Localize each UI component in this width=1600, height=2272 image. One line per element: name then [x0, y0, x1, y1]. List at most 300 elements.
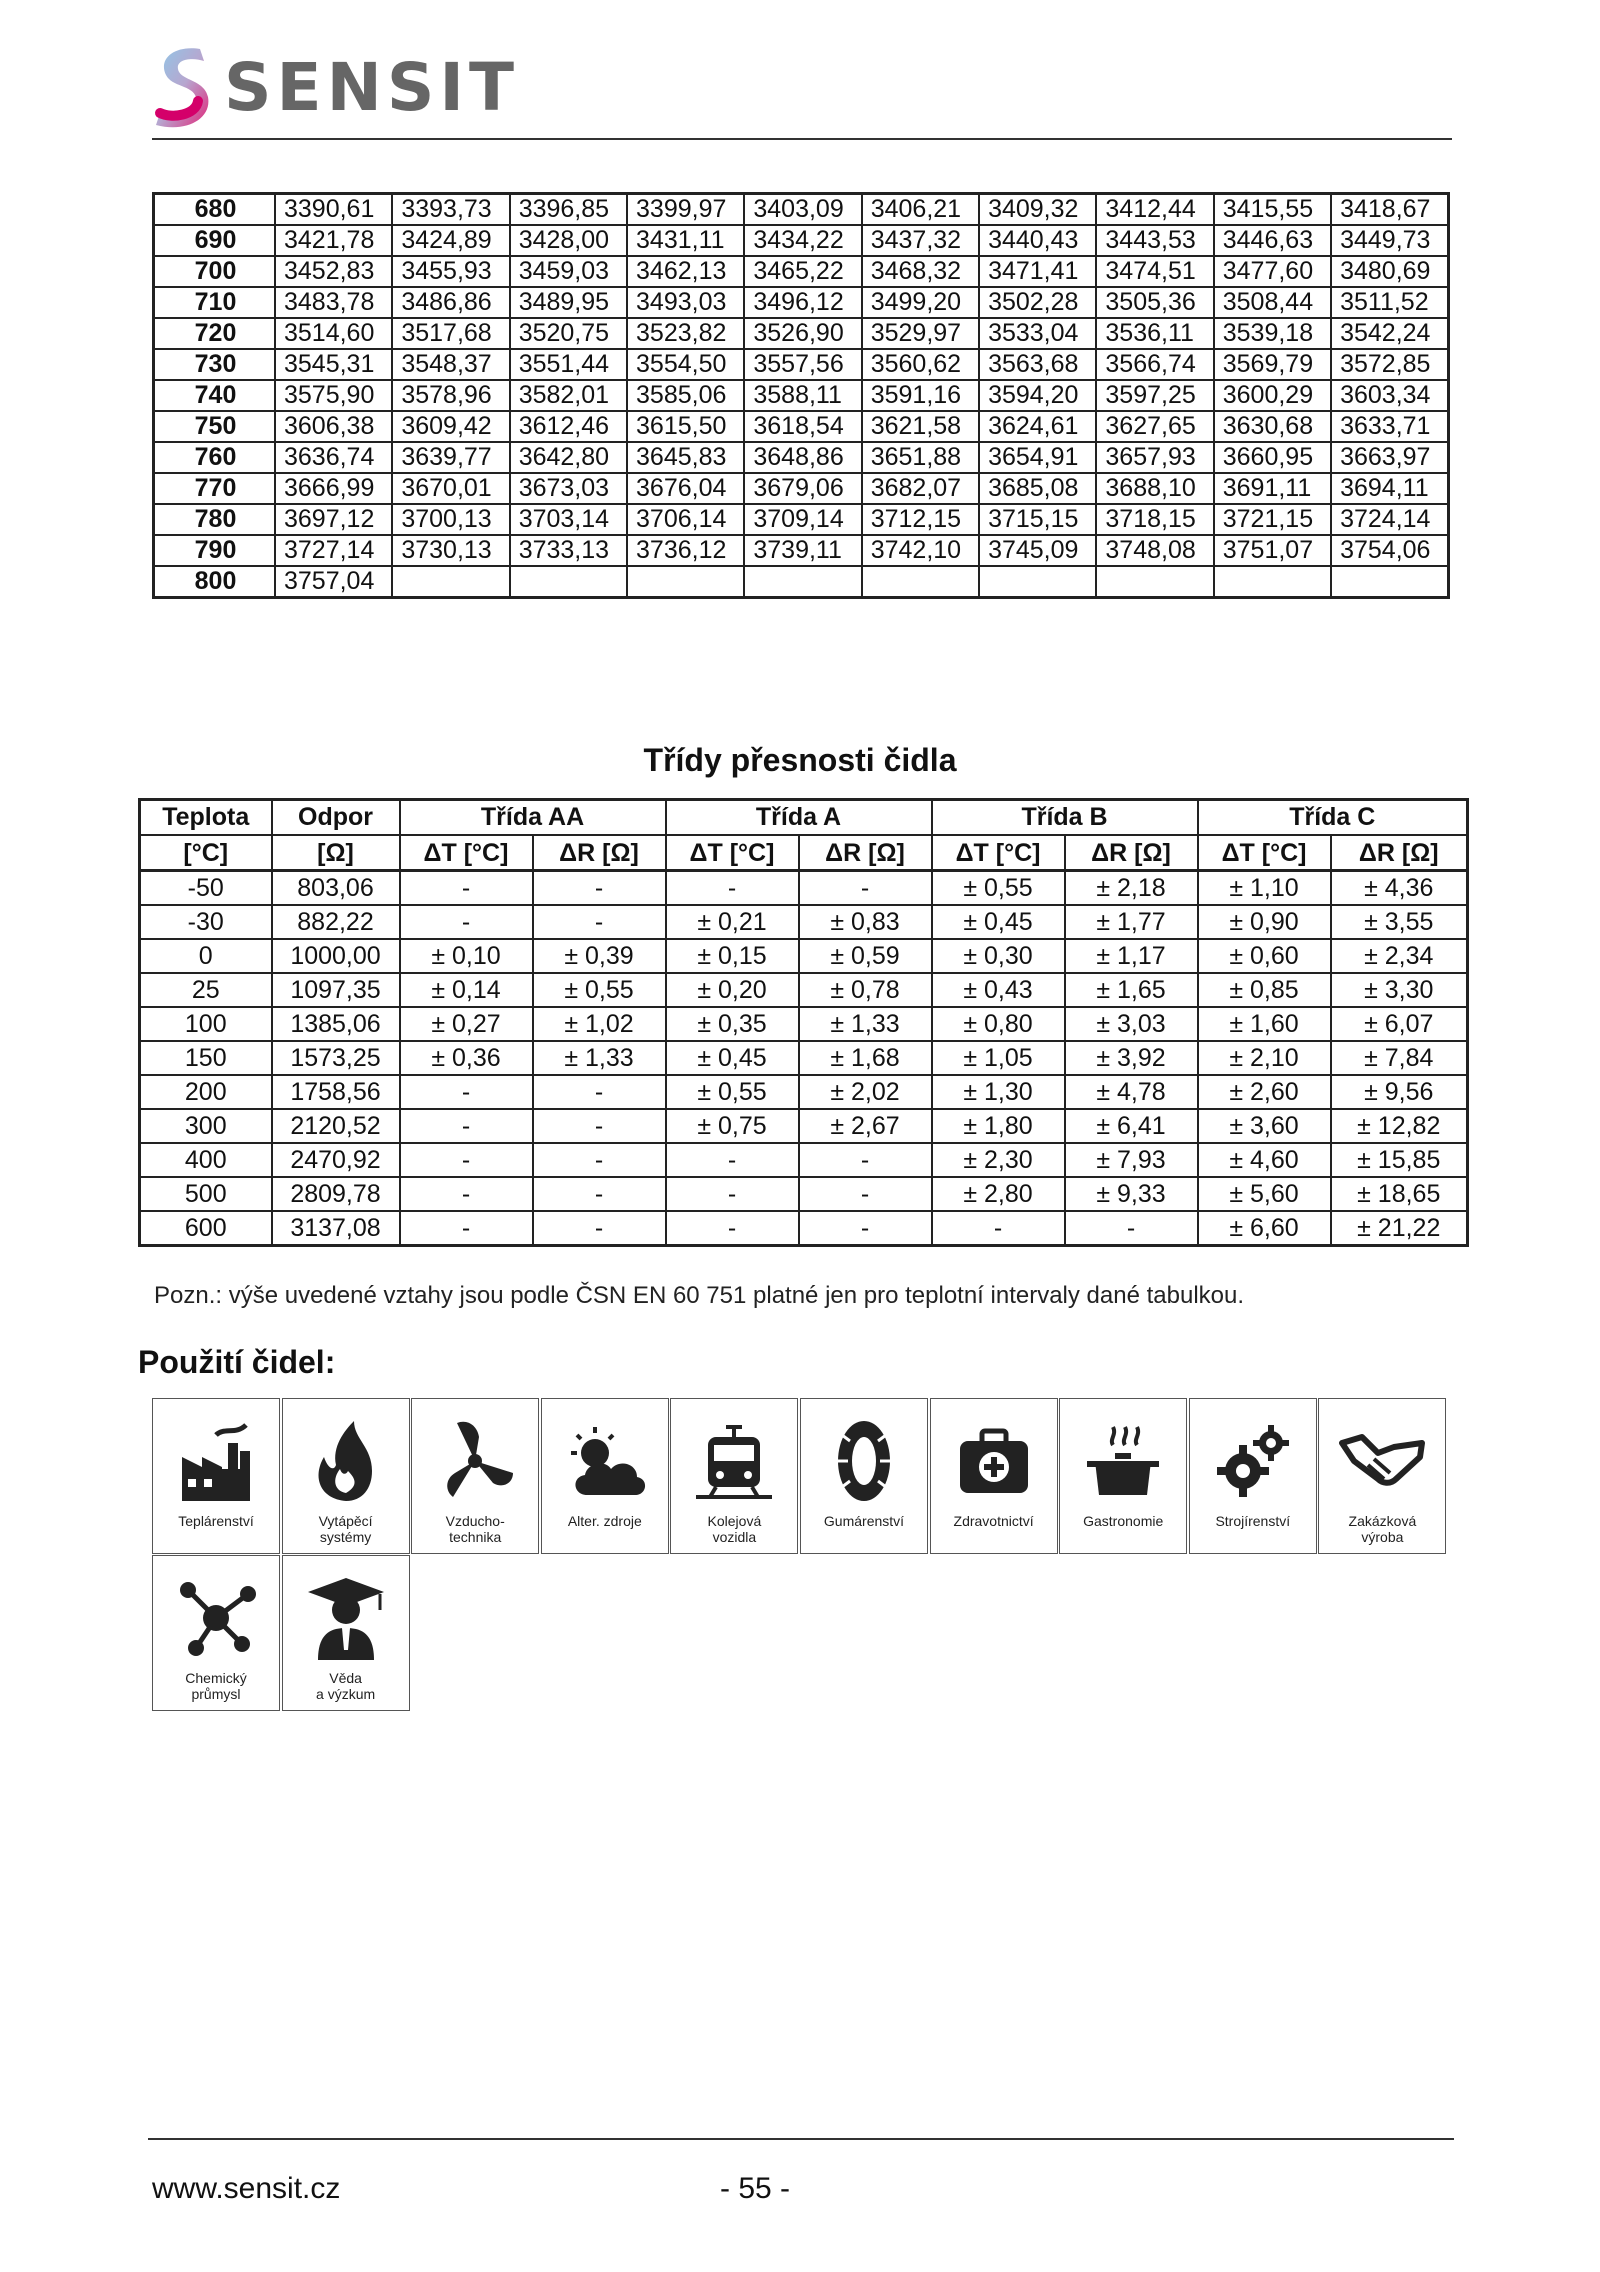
resistance-cell: [1096, 566, 1213, 598]
resistance-cell: 3697,12: [275, 504, 392, 535]
tolerance-cell: ± 1,02: [533, 1007, 666, 1041]
resistance-cell: 3557,56: [744, 349, 861, 380]
footer-url: www.sensit.cz: [152, 2172, 341, 2205]
resistance-cell: 3551,44: [510, 349, 627, 380]
temperature-cell: 800: [154, 566, 276, 598]
header-a-dt: ΔT [°C]: [666, 835, 799, 871]
tolerance-cell: ± 6,07: [1331, 1007, 1468, 1041]
usage-tile: [670, 1398, 798, 1554]
tolerance-cell: ± 0,45: [932, 905, 1065, 939]
usage-tile: [411, 1398, 539, 1554]
usage-tile: [930, 1398, 1058, 1554]
tolerance-cell: ± 1,77: [1065, 905, 1198, 939]
resistance-cell: 3745,09: [979, 535, 1096, 566]
resistance-cell: 3539,18: [1214, 318, 1331, 349]
usage-tile: [800, 1398, 928, 1554]
accuracy-note: Pozn.: výše uvedené vztahy jsou podle ČSN EN 60 751 platné jen pro teplotní intervaly dané tabulkou.: [154, 1282, 1245, 1309]
usage-label: Vzducho- technika: [445, 1513, 505, 1545]
tolerance-cell: ± 5,60: [1198, 1177, 1331, 1211]
tolerance-cell: ± 0,59: [799, 939, 932, 973]
resistance-cell: 3477,60: [1214, 256, 1331, 287]
resistance-cell: 3657,93: [1096, 442, 1213, 473]
sensit-logo-mark-icon: [152, 45, 214, 129]
tolerance-cell: ± 1,33: [799, 1007, 932, 1041]
resistance-cell: 3449,73: [1331, 225, 1448, 256]
table-row: [140, 1177, 1468, 1211]
resistance-cell: 3412,44: [1096, 194, 1213, 226]
resistance-cell: 3694,11: [1331, 473, 1448, 504]
table-row: [154, 194, 1449, 226]
resistance-cell: 3575,90: [275, 380, 392, 411]
resistance-cell: [862, 566, 979, 598]
resistance-cell: 3437,32: [862, 225, 979, 256]
resistance-cell: 2120,52: [272, 1109, 400, 1143]
resistance-cell: 3736,12: [627, 535, 744, 566]
train-icon: [671, 1413, 797, 1509]
temperature-cell: 200: [140, 1075, 272, 1109]
resistance-cell: 3582,01: [510, 380, 627, 411]
resistance-cell: [627, 566, 744, 598]
tolerance-cell: ± 3,92: [1065, 1041, 1198, 1075]
usage-label: Věda a výzkum: [316, 1670, 376, 1702]
resistance-cell: 3496,12: [744, 287, 861, 318]
resistance-cell: 3754,06: [1331, 535, 1448, 566]
table-row: [140, 1007, 1468, 1041]
resistance-cell: 3418,67: [1331, 194, 1448, 226]
usage-tile: [282, 1398, 410, 1554]
resistance-cell: 2470,92: [272, 1143, 400, 1177]
resistance-cell: 3642,80: [510, 442, 627, 473]
resistance-cell: 3471,41: [979, 256, 1096, 287]
tolerance-cell: ± 3,30: [1331, 973, 1468, 1007]
table-row: [154, 442, 1449, 473]
resistance-cell: 3440,43: [979, 225, 1096, 256]
header-class-b: Třída B: [932, 800, 1198, 836]
temperature-cell: 300: [140, 1109, 272, 1143]
resistance-cell: 3715,15: [979, 504, 1096, 535]
resistance-cell: 3403,09: [744, 194, 861, 226]
tolerance-cell: -: [1065, 1211, 1198, 1246]
resistance-cell: 3721,15: [1214, 504, 1331, 535]
tolerance-cell: ± 21,22: [1331, 1211, 1468, 1246]
tolerance-cell: -: [799, 1211, 932, 1246]
resistance-cell: 3621,58: [862, 411, 979, 442]
resistance-cell: 3651,88: [862, 442, 979, 473]
tolerance-cell: -: [533, 871, 666, 906]
resistance-cell: 3529,97: [862, 318, 979, 349]
tolerance-cell: -: [533, 1109, 666, 1143]
resistance-cell: 3396,85: [510, 194, 627, 226]
resistance-cell: 3624,61: [979, 411, 1096, 442]
resistance-cell: 3431,11: [627, 225, 744, 256]
usage-label: Teplárenství: [178, 1513, 254, 1529]
table-row: [154, 318, 1449, 349]
tolerance-cell: -: [533, 1177, 666, 1211]
resistance-cell: 3390,61: [275, 194, 392, 226]
header-aa-dr: ΔR [Ω]: [533, 835, 666, 871]
tolerance-cell: -: [799, 1143, 932, 1177]
resistance-cell: 3691,11: [1214, 473, 1331, 504]
resistance-cell: 3526,90: [744, 318, 861, 349]
resistance-cell: [1214, 566, 1331, 598]
temperature-cell: 0: [140, 939, 272, 973]
resistance-cell: 882,22: [272, 905, 400, 939]
resistance-cell: 3688,10: [1096, 473, 1213, 504]
resistance-table: [152, 192, 1450, 599]
resistance-cell: 3751,07: [1214, 535, 1331, 566]
resistance-cell: 1000,00: [272, 939, 400, 973]
tolerance-cell: -: [400, 1109, 533, 1143]
resistance-cell: 3563,68: [979, 349, 1096, 380]
temperature-cell: 720: [154, 318, 276, 349]
resistance-cell: 3742,10: [862, 535, 979, 566]
resistance-cell: 3588,11: [744, 380, 861, 411]
resistance-cell: 3502,28: [979, 287, 1096, 318]
tolerance-cell: -: [666, 1177, 799, 1211]
tolerance-cell: ± 2,67: [799, 1109, 932, 1143]
resistance-cell: 3474,51: [1096, 256, 1213, 287]
tolerance-cell: ± 4,78: [1065, 1075, 1198, 1109]
header-class-a: Třída A: [666, 800, 932, 836]
tolerance-cell: ± 2,02: [799, 1075, 932, 1109]
resistance-cell: 3452,83: [275, 256, 392, 287]
resistance-cell: 3709,14: [744, 504, 861, 535]
table-row: [140, 1143, 1468, 1177]
accuracy-classes-table: [138, 798, 1469, 1247]
resistance-cell: 3630,68: [1214, 411, 1331, 442]
resistance-cell: 1573,25: [272, 1041, 400, 1075]
tolerance-cell: ± 3,55: [1331, 905, 1468, 939]
usage-tile: [1189, 1398, 1317, 1554]
resistance-cell: 3703,14: [510, 504, 627, 535]
usage-tile: [541, 1398, 669, 1554]
tolerance-cell: ± 1,30: [932, 1075, 1065, 1109]
header-aa-dt: ΔT [°C]: [400, 835, 533, 871]
temperature-cell: 730: [154, 349, 276, 380]
resistance-cell: 3670,01: [392, 473, 509, 504]
usage-icon-grid: [152, 1398, 1452, 1718]
tolerance-cell: ± 6,41: [1065, 1109, 1198, 1143]
cooking-pot-icon: [1060, 1413, 1186, 1509]
tolerance-cell: ± 4,60: [1198, 1143, 1331, 1177]
tolerance-cell: ± 12,82: [1331, 1109, 1468, 1143]
resistance-cell: 3428,00: [510, 225, 627, 256]
resistance-cell: 3673,03: [510, 473, 627, 504]
sun-cloud-icon: [542, 1413, 668, 1509]
resistance-cell: 3597,25: [1096, 380, 1213, 411]
temperature-cell: 790: [154, 535, 276, 566]
resistance-cell: 3578,96: [392, 380, 509, 411]
resistance-cell: 3499,20: [862, 287, 979, 318]
tolerance-cell: -: [533, 1211, 666, 1246]
tolerance-cell: ± 6,60: [1198, 1211, 1331, 1246]
tolerance-cell: -: [666, 871, 799, 906]
tolerance-cell: ± 1,60: [1198, 1007, 1331, 1041]
tolerance-cell: ± 0,14: [400, 973, 533, 1007]
tolerance-cell: ± 0,39: [533, 939, 666, 973]
resistance-cell: 3520,75: [510, 318, 627, 349]
temperature-cell: 680: [154, 194, 276, 226]
resistance-cell: 3612,46: [510, 411, 627, 442]
usage-tile: [152, 1398, 280, 1554]
temperature-cell: -50: [140, 871, 272, 906]
medical-kit-icon: [931, 1413, 1057, 1509]
tolerance-cell: -: [799, 871, 932, 906]
header-a-dr: ΔR [Ω]: [799, 835, 932, 871]
tolerance-cell: ± 0,60: [1198, 939, 1331, 973]
usage-tile: [282, 1555, 410, 1711]
header-b-dr: ΔR [Ω]: [1065, 835, 1198, 871]
resistance-cell: 3424,89: [392, 225, 509, 256]
resistance-cell: 3648,86: [744, 442, 861, 473]
usage-label: Alter. zdroje: [567, 1513, 642, 1529]
temperature-cell: -30: [140, 905, 272, 939]
usage-section-title: Použití čidel:: [138, 1344, 336, 1380]
resistance-cell: 3748,08: [1096, 535, 1213, 566]
table-row: [154, 473, 1449, 504]
resistance-cell: [979, 566, 1096, 598]
resistance-cell: 3757,04: [275, 566, 392, 598]
resistance-cell: 3533,04: [979, 318, 1096, 349]
gears-icon: [1190, 1413, 1316, 1509]
header-b-dt: ΔT [°C]: [932, 835, 1065, 871]
tolerance-cell: ± 2,18: [1065, 871, 1198, 906]
resistance-cell: [510, 566, 627, 598]
temperature-cell: 740: [154, 380, 276, 411]
accuracy-section-title: Třídy přesnosti čidla: [643, 742, 957, 778]
usage-label: Vytápěcí systémy: [318, 1513, 373, 1545]
table-row: [140, 1109, 1468, 1143]
header-teplota: Teplota: [140, 800, 272, 836]
tolerance-cell: -: [533, 905, 666, 939]
tolerance-cell: -: [666, 1143, 799, 1177]
resistance-cell: 3639,77: [392, 442, 509, 473]
resistance-cell: 3676,04: [627, 473, 744, 504]
resistance-cell: 3399,97: [627, 194, 744, 226]
tolerance-cell: ± 2,60: [1198, 1075, 1331, 1109]
resistance-cell: 3636,74: [275, 442, 392, 473]
header-teplota-unit: [°C]: [140, 835, 272, 871]
header-class-c: Třída C: [1198, 800, 1468, 836]
tolerance-cell: ± 0,75: [666, 1109, 799, 1143]
tolerance-cell: ± 0,10: [400, 939, 533, 973]
temperature-cell: 780: [154, 504, 276, 535]
resistance-cell: 3712,15: [862, 504, 979, 535]
resistance-cell: 3706,14: [627, 504, 744, 535]
resistance-cell: 3663,97: [1331, 442, 1448, 473]
resistance-cell: 3545,31: [275, 349, 392, 380]
tolerance-cell: ± 1,65: [1065, 973, 1198, 1007]
molecule-icon: [153, 1570, 279, 1666]
resistance-cell: 3660,95: [1214, 442, 1331, 473]
usage-tile: [152, 1555, 280, 1711]
tolerance-cell: ± 0,78: [799, 973, 932, 1007]
resistance-cell: 3606,38: [275, 411, 392, 442]
tolerance-cell: ± 4,36: [1331, 871, 1468, 906]
header-divider: [152, 138, 1452, 140]
tolerance-cell: ± 0,21: [666, 905, 799, 939]
tolerance-cell: ± 0,45: [666, 1041, 799, 1075]
resistance-cell: 3542,24: [1331, 318, 1448, 349]
temperature-cell: 25: [140, 973, 272, 1007]
usage-label: Zdravotnictví: [953, 1513, 1034, 1529]
resistance-cell: 3548,37: [392, 349, 509, 380]
resistance-cell: 3459,03: [510, 256, 627, 287]
tolerance-cell: ± 0,27: [400, 1007, 533, 1041]
tolerance-cell: ± 2,10: [1198, 1041, 1331, 1075]
tolerance-cell: ± 15,85: [1331, 1143, 1468, 1177]
tolerance-cell: ± 0,43: [932, 973, 1065, 1007]
table-row: [140, 871, 1468, 906]
tolerance-cell: -: [400, 905, 533, 939]
tolerance-cell: ± 3,60: [1198, 1109, 1331, 1143]
resistance-cell: 3724,14: [1331, 504, 1448, 535]
resistance-cell: 3489,95: [510, 287, 627, 318]
resistance-cell: 3421,78: [275, 225, 392, 256]
page-number: - 55 -: [720, 2172, 791, 2205]
table-row: [140, 1211, 1468, 1246]
tolerance-cell: ± 9,56: [1331, 1075, 1468, 1109]
tolerance-cell: ± 0,55: [533, 973, 666, 1007]
temperature-cell: 710: [154, 287, 276, 318]
sensit-logo: [152, 42, 519, 132]
resistance-cell: 3443,53: [1096, 225, 1213, 256]
resistance-cell: 3618,54: [744, 411, 861, 442]
tolerance-cell: ± 7,84: [1331, 1041, 1468, 1075]
resistance-cell: 3517,68: [392, 318, 509, 349]
tolerance-cell: -: [400, 1211, 533, 1246]
resistance-cell: 3585,06: [627, 380, 744, 411]
tolerance-cell: ± 1,33: [533, 1041, 666, 1075]
resistance-cell: 3554,50: [627, 349, 744, 380]
resistance-cell: 3591,16: [862, 380, 979, 411]
table-row: [154, 566, 1449, 598]
tolerance-cell: ± 0,15: [666, 939, 799, 973]
table-row: [154, 504, 1449, 535]
resistance-cell: 3560,62: [862, 349, 979, 380]
resistance-cell: 3523,82: [627, 318, 744, 349]
temperature-cell: 500: [140, 1177, 272, 1211]
header-c-dr: ΔR [Ω]: [1331, 835, 1468, 871]
resistance-cell: 3446,63: [1214, 225, 1331, 256]
graduate-icon: [283, 1570, 409, 1666]
table-row: [140, 1041, 1468, 1075]
resistance-cell: 3493,03: [627, 287, 744, 318]
resistance-cell: 3609,42: [392, 411, 509, 442]
resistance-cell: 3600,29: [1214, 380, 1331, 411]
table-row: [154, 287, 1449, 318]
resistance-cell: 3137,08: [272, 1211, 400, 1246]
usage-label: Gumárenství: [823, 1513, 905, 1529]
tire-icon: [801, 1413, 927, 1509]
resistance-cell: [1331, 566, 1448, 598]
tolerance-cell: ± 2,34: [1331, 939, 1468, 973]
table-row: [154, 225, 1449, 256]
resistance-cell: 3536,11: [1096, 318, 1213, 349]
table-row: [140, 939, 1468, 973]
resistance-cell: 3594,20: [979, 380, 1096, 411]
tolerance-cell: -: [932, 1211, 1065, 1246]
resistance-cell: 3615,50: [627, 411, 744, 442]
header-c-dt: ΔT [°C]: [1198, 835, 1331, 871]
resistance-cell: 3700,13: [392, 504, 509, 535]
table-row: [154, 411, 1449, 442]
temperature-cell: 600: [140, 1211, 272, 1246]
resistance-cell: 3627,65: [1096, 411, 1213, 442]
tolerance-cell: ± 3,03: [1065, 1007, 1198, 1041]
resistance-cell: 3480,69: [1331, 256, 1448, 287]
temperature-cell: 100: [140, 1007, 272, 1041]
resistance-cell: 3483,78: [275, 287, 392, 318]
tolerance-cell: -: [400, 871, 533, 906]
tolerance-cell: -: [666, 1211, 799, 1246]
resistance-cell: 1097,35: [272, 973, 400, 1007]
temperature-cell: 760: [154, 442, 276, 473]
resistance-cell: 3434,22: [744, 225, 861, 256]
table-row: [140, 905, 1468, 939]
header-odpor-unit: [Ω]: [272, 835, 400, 871]
resistance-cell: 3486,86: [392, 287, 509, 318]
resistance-cell: 3508,44: [1214, 287, 1331, 318]
logo-text: SENSIT: [224, 48, 519, 126]
tolerance-cell: ± 2,80: [932, 1177, 1065, 1211]
usage-label: Strojírenství: [1215, 1513, 1291, 1529]
usage-tile: [1318, 1398, 1446, 1554]
resistance-cell: 3682,07: [862, 473, 979, 504]
tolerance-cell: ± 1,17: [1065, 939, 1198, 973]
resistance-cell: 3566,74: [1096, 349, 1213, 380]
footer-divider: [148, 2138, 1454, 2140]
usage-label: Zakázková výroba: [1348, 1513, 1417, 1545]
table-row: [140, 973, 1468, 1007]
temperature-cell: 690: [154, 225, 276, 256]
resistance-cell: 3505,36: [1096, 287, 1213, 318]
resistance-cell: [744, 566, 861, 598]
tolerance-cell: -: [533, 1143, 666, 1177]
resistance-cell: 803,06: [272, 871, 400, 906]
handshake-icon: [1319, 1413, 1445, 1509]
tolerance-cell: ± 0,20: [666, 973, 799, 1007]
resistance-cell: 3455,93: [392, 256, 509, 287]
temperature-cell: 770: [154, 473, 276, 504]
resistance-cell: 3393,73: [392, 194, 509, 226]
fan-icon: [412, 1413, 538, 1509]
tolerance-cell: -: [400, 1177, 533, 1211]
tolerance-cell: -: [799, 1177, 932, 1211]
resistance-cell: 1385,06: [272, 1007, 400, 1041]
tolerance-cell: ± 0,36: [400, 1041, 533, 1075]
tolerance-cell: ± 9,33: [1065, 1177, 1198, 1211]
resistance-cell: 3718,15: [1096, 504, 1213, 535]
tolerance-cell: ± 0,83: [799, 905, 932, 939]
resistance-cell: 3462,13: [627, 256, 744, 287]
tolerance-cell: -: [533, 1075, 666, 1109]
tolerance-cell: ± 7,93: [1065, 1143, 1198, 1177]
table-row: [154, 380, 1449, 411]
resistance-cell: 3572,85: [1331, 349, 1448, 380]
tolerance-cell: ± 0,55: [666, 1075, 799, 1109]
resistance-cell: 3514,60: [275, 318, 392, 349]
resistance-cell: 3685,08: [979, 473, 1096, 504]
tolerance-cell: ± 1,68: [799, 1041, 932, 1075]
tolerance-cell: ± 1,80: [932, 1109, 1065, 1143]
resistance-cell: 3603,34: [1331, 380, 1448, 411]
resistance-cell: 3409,32: [979, 194, 1096, 226]
resistance-cell: 3733,13: [510, 535, 627, 566]
tolerance-cell: ± 0,90: [1198, 905, 1331, 939]
header-class-aa: Třída AA: [400, 800, 666, 836]
table-row: [154, 256, 1449, 287]
